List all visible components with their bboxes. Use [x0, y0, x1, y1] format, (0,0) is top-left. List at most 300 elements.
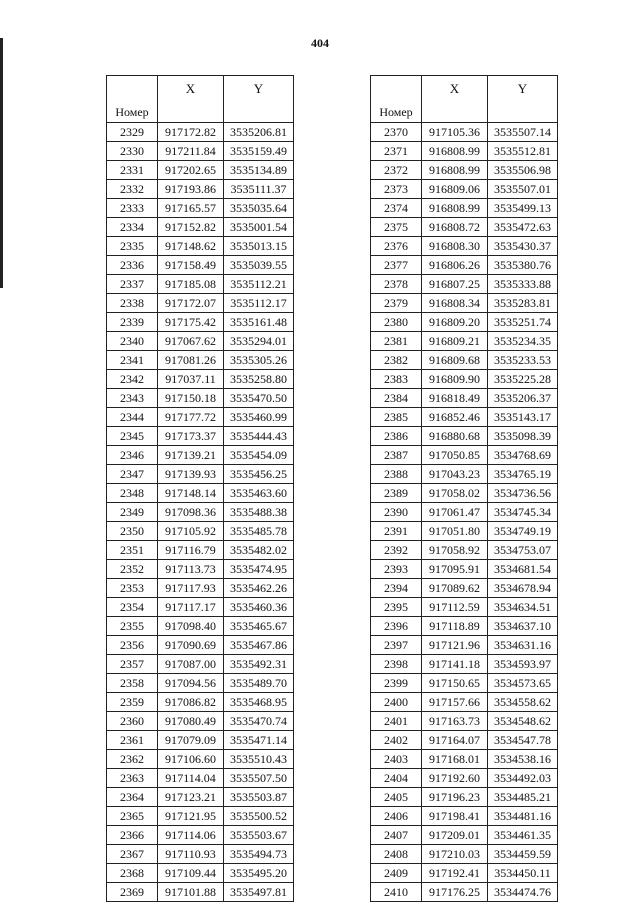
- table-row: [371, 674, 558, 693]
- scan-edge-line: [0, 38, 3, 288]
- cell-x: 917037.11: [158, 370, 224, 389]
- table-row: [107, 598, 294, 617]
- cell-y: 3535507.01: [488, 180, 558, 199]
- cell-y: 3534485.21: [488, 788, 558, 807]
- cell-x: 917051.80: [422, 522, 488, 541]
- cell-y: 3535512.81: [488, 142, 558, 161]
- cell-y: 3535470.50: [224, 389, 294, 408]
- table-row: [107, 256, 294, 275]
- cell-y: 3535470.74: [224, 712, 294, 731]
- table-row: [107, 484, 294, 503]
- cell-number: 2401: [371, 712, 422, 731]
- cell-x: 916806.26: [422, 256, 488, 275]
- table-row: [107, 579, 294, 598]
- cell-y: 3534678.94: [488, 579, 558, 598]
- cell-x: 917139.93: [158, 465, 224, 484]
- cell-x: 917058.02: [422, 484, 488, 503]
- cell-number: 2393: [371, 560, 422, 579]
- cell-x: 917148.14: [158, 484, 224, 503]
- table-row: [107, 370, 294, 389]
- cell-number: 2329: [107, 123, 158, 142]
- table-row: [371, 237, 558, 256]
- cell-number: 2372: [371, 161, 422, 180]
- cell-y: 3535506.98: [488, 161, 558, 180]
- cell-y: 3534548.62: [488, 712, 558, 731]
- table-row: [107, 522, 294, 541]
- table-row: [371, 807, 558, 826]
- cell-y: 3534765.19: [488, 465, 558, 484]
- cell-y: 3534634.51: [488, 598, 558, 617]
- cell-y: 3534461.35: [488, 826, 558, 845]
- cell-x: 917116.79: [158, 541, 224, 560]
- table-row: [371, 522, 558, 541]
- cell-number: 2342: [107, 370, 158, 389]
- column-header-y: Y: [488, 76, 558, 123]
- cell-y: 3535234.35: [488, 332, 558, 351]
- cell-number: 2380: [371, 313, 422, 332]
- column-header-x: X: [422, 76, 488, 123]
- cell-y: 3535206.37: [488, 389, 558, 408]
- cell-x: 917158.49: [158, 256, 224, 275]
- table-row: [107, 693, 294, 712]
- table-row: [107, 864, 294, 883]
- cell-y: 3534593.97: [488, 655, 558, 674]
- cell-number: 2385: [371, 408, 422, 427]
- cell-x: 917165.57: [158, 199, 224, 218]
- cell-x: 917113.73: [158, 560, 224, 579]
- cell-number: 2375: [371, 218, 422, 237]
- cell-x: 917106.60: [158, 750, 224, 769]
- table-row: [107, 465, 294, 484]
- cell-y: 3535499.13: [488, 199, 558, 218]
- cell-x: 917098.36: [158, 503, 224, 522]
- cell-number: 2396: [371, 617, 422, 636]
- cell-number: 2340: [107, 332, 158, 351]
- cell-y: 3534481.16: [488, 807, 558, 826]
- cell-number: 2357: [107, 655, 158, 674]
- cell-number: 2371: [371, 142, 422, 161]
- table-row: [371, 560, 558, 579]
- cell-y: 3535494.73: [224, 845, 294, 864]
- table-row: [371, 693, 558, 712]
- cell-y: 3535283.81: [488, 294, 558, 313]
- cell-y: 3534558.62: [488, 693, 558, 712]
- cell-y: 3535510.43: [224, 750, 294, 769]
- cell-y: 3534749.19: [488, 522, 558, 541]
- cell-x: 917211.84: [158, 142, 224, 161]
- table-row: [371, 712, 558, 731]
- cell-y: 3535098.39: [488, 427, 558, 446]
- cell-x: 917094.56: [158, 674, 224, 693]
- cell-number: 2402: [371, 731, 422, 750]
- cell-number: 2333: [107, 199, 158, 218]
- cell-x: 917110.93: [158, 845, 224, 864]
- cell-x: 917101.88: [158, 883, 224, 902]
- table-row: [371, 598, 558, 617]
- cell-y: 3535474.95: [224, 560, 294, 579]
- cell-number: 2407: [371, 826, 422, 845]
- cell-y: 3535233.53: [488, 351, 558, 370]
- table-row: [107, 199, 294, 218]
- cell-x: 917109.44: [158, 864, 224, 883]
- cell-number: 2376: [371, 237, 422, 256]
- cell-y: 3535161.48: [224, 313, 294, 332]
- cell-x: 916809.21: [422, 332, 488, 351]
- cell-x: 917175.42: [158, 313, 224, 332]
- cell-number: 2388: [371, 465, 422, 484]
- table-row: [107, 427, 294, 446]
- cell-number: 2330: [107, 142, 158, 161]
- cell-y: 3535251.74: [488, 313, 558, 332]
- cell-number: 2347: [107, 465, 158, 484]
- cell-number: 2379: [371, 294, 422, 313]
- cell-y: 3534736.56: [488, 484, 558, 503]
- cell-number: 2403: [371, 750, 422, 769]
- cell-x: 916808.99: [422, 142, 488, 161]
- cell-x: 917123.21: [158, 788, 224, 807]
- cell-number: 2331: [107, 161, 158, 180]
- cell-y: 3534631.16: [488, 636, 558, 655]
- cell-y: 3535460.36: [224, 598, 294, 617]
- cell-number: 2359: [107, 693, 158, 712]
- table-row: [107, 503, 294, 522]
- cell-number: 2343: [107, 389, 158, 408]
- cell-y: 3535463.60: [224, 484, 294, 503]
- cell-y: 3534538.16: [488, 750, 558, 769]
- table-row: [371, 541, 558, 560]
- table-row: [371, 351, 558, 370]
- table-row: [371, 769, 558, 788]
- table-row: [107, 332, 294, 351]
- cell-y: 3535258.80: [224, 370, 294, 389]
- cell-x: 917164.07: [422, 731, 488, 750]
- cell-number: 2410: [371, 883, 422, 902]
- table-row: [371, 199, 558, 218]
- cell-x: 917198.41: [422, 807, 488, 826]
- cell-number: 2382: [371, 351, 422, 370]
- cell-x: 917089.62: [422, 579, 488, 598]
- cell-number: 2374: [371, 199, 422, 218]
- table-row: [371, 579, 558, 598]
- cell-number: 2356: [107, 636, 158, 655]
- table-row: [371, 180, 558, 199]
- coordinates-table-left: [106, 75, 294, 902]
- cell-number: 2390: [371, 503, 422, 522]
- cell-number: 2378: [371, 275, 422, 294]
- cell-number: 2365: [107, 807, 158, 826]
- cell-y: 3535111.37: [224, 180, 294, 199]
- table-row: [107, 218, 294, 237]
- column-header-y: Y: [224, 76, 294, 123]
- table-row: [371, 370, 558, 389]
- cell-number: 2336: [107, 256, 158, 275]
- table-header-row: [371, 76, 558, 123]
- cell-y: 3535485.78: [224, 522, 294, 541]
- cell-x: 917087.00: [158, 655, 224, 674]
- cell-x: 917090.69: [158, 636, 224, 655]
- cell-y: 3535039.55: [224, 256, 294, 275]
- cell-y: 3535507.14: [488, 123, 558, 142]
- cell-x: 916808.72: [422, 218, 488, 237]
- table-row: [107, 237, 294, 256]
- cell-y: 3534492.03: [488, 769, 558, 788]
- cell-number: 2384: [371, 389, 422, 408]
- table-row: [371, 427, 558, 446]
- table-row: [371, 484, 558, 503]
- cell-y: 3535462.26: [224, 579, 294, 598]
- cell-number: 2397: [371, 636, 422, 655]
- cell-x: 916808.30: [422, 237, 488, 256]
- cell-number: 2348: [107, 484, 158, 503]
- cell-y: 3535456.25: [224, 465, 294, 484]
- cell-x: 917172.82: [158, 123, 224, 142]
- cell-x: 917050.85: [422, 446, 488, 465]
- cell-number: 2335: [107, 237, 158, 256]
- cell-x: 917148.62: [158, 237, 224, 256]
- cell-x: 916809.06: [422, 180, 488, 199]
- cell-number: 2338: [107, 294, 158, 313]
- column-header-number: Номер: [107, 76, 158, 123]
- cell-number: 2364: [107, 788, 158, 807]
- cell-x: 917192.41: [422, 864, 488, 883]
- cell-y: 3535507.50: [224, 769, 294, 788]
- cell-y: 3534681.54: [488, 560, 558, 579]
- cell-y: 3535489.70: [224, 674, 294, 693]
- cell-x: 916808.99: [422, 199, 488, 218]
- cell-number: 2386: [371, 427, 422, 446]
- cell-number: 2363: [107, 769, 158, 788]
- cell-y: 3534753.07: [488, 541, 558, 560]
- table-row: [371, 864, 558, 883]
- cell-x: 917086.82: [158, 693, 224, 712]
- table-row: [107, 674, 294, 693]
- cell-x: 917163.73: [422, 712, 488, 731]
- cell-x: 916809.20: [422, 313, 488, 332]
- table-row: [107, 180, 294, 199]
- cell-number: 2346: [107, 446, 158, 465]
- cell-x: 917114.04: [158, 769, 224, 788]
- cell-x: 916809.68: [422, 351, 488, 370]
- cell-x: 917058.92: [422, 541, 488, 560]
- cell-y: 3535380.76: [488, 256, 558, 275]
- table-row: [371, 161, 558, 180]
- cell-number: 2332: [107, 180, 158, 199]
- table-row: [107, 275, 294, 294]
- cell-number: 2353: [107, 579, 158, 598]
- cell-y: 3535471.14: [224, 731, 294, 750]
- table-body-left: [107, 123, 294, 902]
- cell-y: 3535333.88: [488, 275, 558, 294]
- cell-y: 3535503.87: [224, 788, 294, 807]
- cell-y: 3535454.09: [224, 446, 294, 465]
- cell-x: 917061.47: [422, 503, 488, 522]
- table-header-row: [107, 76, 294, 123]
- cell-x: 917080.49: [158, 712, 224, 731]
- cell-number: 2398: [371, 655, 422, 674]
- cell-number: 2366: [107, 826, 158, 845]
- cell-x: 917095.91: [422, 560, 488, 579]
- cell-x: 916880.68: [422, 427, 488, 446]
- table-row: [107, 541, 294, 560]
- cell-number: 2367: [107, 845, 158, 864]
- cell-y: 3535500.52: [224, 807, 294, 826]
- cell-number: 2383: [371, 370, 422, 389]
- table-row: [107, 788, 294, 807]
- cell-number: 2377: [371, 256, 422, 275]
- table-row: [371, 750, 558, 769]
- table-row: [371, 218, 558, 237]
- table-row: [371, 389, 558, 408]
- cell-y: 3535495.20: [224, 864, 294, 883]
- cell-y: 3535460.99: [224, 408, 294, 427]
- cell-y: 3535468.95: [224, 693, 294, 712]
- cell-x: 917196.23: [422, 788, 488, 807]
- cell-y: 3535143.17: [488, 408, 558, 427]
- cell-x: 917209.01: [422, 826, 488, 845]
- cell-x: 917192.60: [422, 769, 488, 788]
- page-number: 404: [311, 36, 329, 50]
- cell-x: 917152.82: [158, 218, 224, 237]
- cell-number: 2339: [107, 313, 158, 332]
- table-row: [371, 123, 558, 142]
- cell-x: 917098.40: [158, 617, 224, 636]
- cell-y: 3535472.63: [488, 218, 558, 237]
- cell-x: 917210.03: [422, 845, 488, 864]
- cell-y: 3535492.31: [224, 655, 294, 674]
- cell-number: 2408: [371, 845, 422, 864]
- cell-x: 917193.86: [158, 180, 224, 199]
- table-row: [371, 826, 558, 845]
- table-row: [107, 408, 294, 427]
- cell-y: 3535112.17: [224, 294, 294, 313]
- cell-y: 3535134.89: [224, 161, 294, 180]
- cell-number: 2341: [107, 351, 158, 370]
- cell-y: 3535488.38: [224, 503, 294, 522]
- cell-y: 3534450.11: [488, 864, 558, 883]
- table-row: [371, 845, 558, 864]
- table-row: [107, 617, 294, 636]
- cell-y: 3535225.28: [488, 370, 558, 389]
- cell-number: 2355: [107, 617, 158, 636]
- cell-number: 2360: [107, 712, 158, 731]
- table-row: [371, 655, 558, 674]
- cell-y: 3534745.34: [488, 503, 558, 522]
- cell-y: 3534459.59: [488, 845, 558, 864]
- cell-y: 3535482.02: [224, 541, 294, 560]
- cell-x: 916808.99: [422, 161, 488, 180]
- column-header-number: Номер: [371, 76, 422, 123]
- table-row: [107, 845, 294, 864]
- cell-x: 917121.95: [158, 807, 224, 826]
- cell-y: 3534547.78: [488, 731, 558, 750]
- cell-x: 917079.09: [158, 731, 224, 750]
- cell-x: 917173.37: [158, 427, 224, 446]
- table-body-right: [371, 123, 558, 902]
- table-row: [107, 731, 294, 750]
- cell-number: 2409: [371, 864, 422, 883]
- cell-x: 917150.65: [422, 674, 488, 693]
- cell-x: 917105.92: [158, 522, 224, 541]
- table-row: [107, 883, 294, 902]
- table-row: [371, 275, 558, 294]
- cell-y: 3535444.43: [224, 427, 294, 446]
- cell-number: 2344: [107, 408, 158, 427]
- cell-number: 2395: [371, 598, 422, 617]
- cell-number: 2352: [107, 560, 158, 579]
- table-row: [371, 636, 558, 655]
- cell-x: 917043.23: [422, 465, 488, 484]
- table-row: [107, 560, 294, 579]
- table-row: [371, 332, 558, 351]
- cell-y: 3535503.67: [224, 826, 294, 845]
- cell-number: 2349: [107, 503, 158, 522]
- table-row: [107, 769, 294, 788]
- cell-x: 917172.07: [158, 294, 224, 313]
- cell-number: 2389: [371, 484, 422, 503]
- table-row: [371, 465, 558, 484]
- cell-x: 917105.36: [422, 123, 488, 142]
- table-row: [107, 161, 294, 180]
- table-row: [371, 503, 558, 522]
- table-row: [371, 731, 558, 750]
- cell-number: 2368: [107, 864, 158, 883]
- cell-x: 917118.89: [422, 617, 488, 636]
- table-row: [371, 788, 558, 807]
- cell-y: 3534768.69: [488, 446, 558, 465]
- cell-number: 2362: [107, 750, 158, 769]
- cell-number: 2399: [371, 674, 422, 693]
- cell-number: 2392: [371, 541, 422, 560]
- table-row: [371, 408, 558, 427]
- cell-y: 3535206.81: [224, 123, 294, 142]
- table-row: [371, 883, 558, 902]
- cell-x: 917202.65: [158, 161, 224, 180]
- cell-y: 3534573.65: [488, 674, 558, 693]
- cell-x: 917141.18: [422, 655, 488, 674]
- cell-number: 2369: [107, 883, 158, 902]
- cell-y: 3535497.81: [224, 883, 294, 902]
- cell-y: 3535465.67: [224, 617, 294, 636]
- table-row: [371, 617, 558, 636]
- cell-y: 3534637.10: [488, 617, 558, 636]
- cell-y: 3535294.01: [224, 332, 294, 351]
- cell-x: 917177.72: [158, 408, 224, 427]
- cell-number: 2334: [107, 218, 158, 237]
- cell-y: 3535112.21: [224, 275, 294, 294]
- table-row: [107, 826, 294, 845]
- table-row: [371, 313, 558, 332]
- table-row: [371, 446, 558, 465]
- cell-number: 2361: [107, 731, 158, 750]
- cell-number: 2354: [107, 598, 158, 617]
- cell-y: 3535430.37: [488, 237, 558, 256]
- cell-y: 3535035.64: [224, 199, 294, 218]
- cell-number: 2350: [107, 522, 158, 541]
- cell-x: 917168.01: [422, 750, 488, 769]
- cell-y: 3535001.54: [224, 218, 294, 237]
- table-row: [371, 142, 558, 161]
- cell-x: 917157.66: [422, 693, 488, 712]
- cell-x: 917114.06: [158, 826, 224, 845]
- cell-x: 916809.90: [422, 370, 488, 389]
- cell-y: 3534474.76: [488, 883, 558, 902]
- cell-x: 916852.46: [422, 408, 488, 427]
- cell-y: 3535013.15: [224, 237, 294, 256]
- table-row: [107, 750, 294, 769]
- cell-number: 2405: [371, 788, 422, 807]
- cell-x: 917112.59: [422, 598, 488, 617]
- cell-x: 917176.25: [422, 883, 488, 902]
